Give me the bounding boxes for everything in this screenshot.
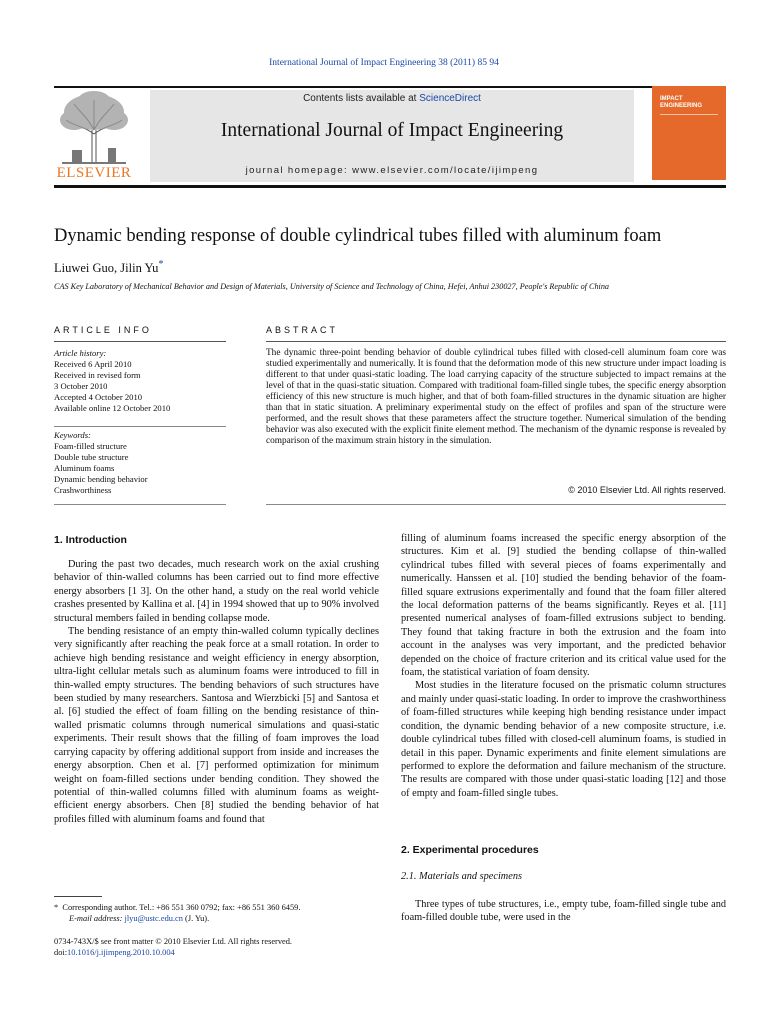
contents-line [150,93,634,104]
keyword-item: Aluminum foams [54,463,115,473]
affiliation: CAS Key Laboratory of Mechanical Behavior and Design of Materials, University of Science and Technology of China, Hefei, Anhui 230027, People's Republic of China [54,282,610,291]
subsection-heading-materials: 2.1. Materials and specimens [401,871,522,882]
authors-text: Liuwei Guo, Jilin Yu [54,261,159,276]
history-label: Article history: [54,348,107,358]
doi-label: doi: [54,948,68,957]
cover-title-line-1: IMPACT [660,96,683,102]
corresponding-author-mark[interactable]: * [158,259,164,270]
body-column-left [54,558,379,826]
keyword-item: Dynamic bending behavior [54,474,148,484]
author-list [54,259,164,276]
page-footer [54,936,384,958]
footnote [54,902,384,924]
footnote-contact: Corresponding author. Tel.: +86 551 360 0792; fax: +86 551 360 6459. [62,903,301,912]
keyword-item: Double tube structure [54,452,129,462]
body-column-right-continued [401,898,726,925]
keywords [54,430,234,496]
journal-title: International Journal of Impact Engineering [220,120,564,141]
abstract-heading: ABSTRACT [266,325,339,335]
article-info-heading: ARTICLE INFO [54,325,152,335]
abstract-bottom-rule [266,504,726,505]
cover-title-line-2: ENGINEERING [660,103,703,109]
history-item: Received 6 April 2010 [54,359,132,369]
email-label: E-mail address: [69,914,125,923]
keyword-item: Crashworthiness [54,485,112,495]
sciencedirect-link[interactable]: ScienceDirect [419,93,481,104]
footnote-rule [54,896,102,897]
journal-homepage[interactable]: journal homepage: www.elsevier.com/locate/ijimpeng [245,165,539,176]
abstract-text: The dynamic three-point bending behavior of double cylindrical tubes filled with closed-cell aluminum foam core was studied experimentally and numerically. It is found that the deformation mode of this new structure under impact loading is different to that under quasi-static loading. The load carrying capacity of the structure subjected to impact remains at the level of that in the quasi-static situation. Compared with traditional foam-filled single tubes, the specific energy absorption efficiency of this new structure is much higher, and that of both foam-filled structures in the dynamic situation are higher than that in static situation. A preliminary experimental study on the effect of profiles and span of the structure were performed, and the result shows that these parameters affect the structure together. Numerical simulation of the bending behavior was also executed with the explicit finite element method. The mechanism of the dynamic response is revealed by comparison of the maximum strain history in the simulation. [266,348,726,446]
keywords-label: Keywords: [54,430,91,440]
masthead-top-rule [54,86,726,88]
doi-link[interactable]: 10.1016/j.ijimpeng.2010.10.004 [67,948,175,957]
body-column-right [401,532,726,800]
keywords-rule [54,426,226,427]
body-paragraph: Three types of tube structures, i.e., empty tube, foam-filled single tube and foam-filled double tube, were used in the [401,899,726,924]
section-heading-introduction: 1. Introduction [54,534,127,546]
history-item: Accepted 4 October 2010 [54,392,143,402]
history-item: 3 October 2010 [54,381,108,391]
article-info-bottom-rule [54,504,226,505]
section-heading-experimental: 2. Experimental procedures [401,844,539,856]
keyword-item: Foam-filled structure [54,441,127,451]
body-paragraph: Most studies in the literature focused on the prismatic column structures and mainly under quasi-static loading. In order to improve the crashworthiness of foam-filled structures while keeping high bending resistance under impact condition, the dynamic bending behavior of a new composite structure, i.e. double cylindrical tubes filled with closed-cell aluminum foams, is studied in detail in this paper. Dynamic experiments and finite element simulations are performed to explore the deformation and failure mechanism of the structure. The results are compared with those under quasi-static loading [12] and those of empty and foam-filled single tubes. [401,680,726,799]
footnote-mark: * [54,903,59,912]
article-history [54,348,234,414]
body-paragraph: filling of aluminum foams increased the specific energy absorption of the structures. Kim et al. [9] studied the bending collapse of thin-walled cylindrical tubes filled with several pieces of foams experimentally and numerically. Hanssen et al. [10] studied the bending behavior of the foam-filled square extrusions experimentally and found that the foam filler altered the local deformation patterns of the beams significantly. Reyes et al. [11] presented numerical analyses of foam-filled extrusions subject to bending. They found that taking fracture in both the extrusion and the foam into account in the analyses was very important, and the predicted behavior depended on the choice of fracture criterion and its critical value used for the foam, the statistical variation of foam density. [401,533,726,679]
article-info-rule [54,341,226,342]
cover-title [660,96,720,110]
history-item: Received in revised form [54,370,141,380]
body-paragraph: The bending resistance of an empty thin-walled column typically declines very significantly after reaching the peak force at a small rotation. In order to achieve high bending resistance and weight efficiency in energy absorption, ultra-light cellular metals such as aluminum foams were introduced to fill in thin-walled empty structures. The bending behaviors of such structures have been studied by many researchers. Santosa and Wierzbicki [5] and Santosa et al. [6] studied the effect of foam filling on the bending resistance of thin-walled prismatic columns through numerical simulations and quasi-static experiments. Their result shows that the filling of foam improves the load carrying capacity by offering additional support from inside and increases the energy absorption. Chen et al. [7] performed optimization for minimum weight on foam-filled sections under bending condition. They showed the potential of thin-walled columns filled with aluminum foams as weight-efficient energy absorbers. Chen [8] studied the bending behavior of hat profiles filled with aluminum foams and found that [54,626,379,825]
masthead-bottom-rule [54,185,726,188]
abstract-rule [266,341,726,342]
abstract-copyright: © 2010 Elsevier Ltd. All rights reserved. [568,485,726,495]
email-link[interactable]: jlyu@ustc.edu.cn [124,914,183,923]
body-paragraph: During the past two decades, much research work on the axial crushing behavior of thin-walled columns has been carried out to find more effective energy absorbers [1 3]. On the other hand, a study on the real world vehicle crashes presented by Kallina et al. [4] in 1994 showed that up to 90% involved structural members failed in bending collapse mode. [54,559,379,624]
history-item: Available online 12 October 2010 [54,403,171,413]
email-suffix: (J. Yu). [182,914,210,923]
cover-divider [660,114,718,115]
issn-line: 0734-743X/$ see front matter © 2010 Elsevier Ltd. All rights reserved. [54,937,293,946]
journal-citation[interactable]: International Journal of Impact Engineering 38 (2011) 85 94 [269,58,499,68]
elsevier-wordmark: ELSEVIER [56,165,132,181]
article-title: Dynamic bending response of double cylindrical tubes filled with aluminum foam [54,226,662,246]
contents-prefix: Contents lists available at [303,93,420,104]
